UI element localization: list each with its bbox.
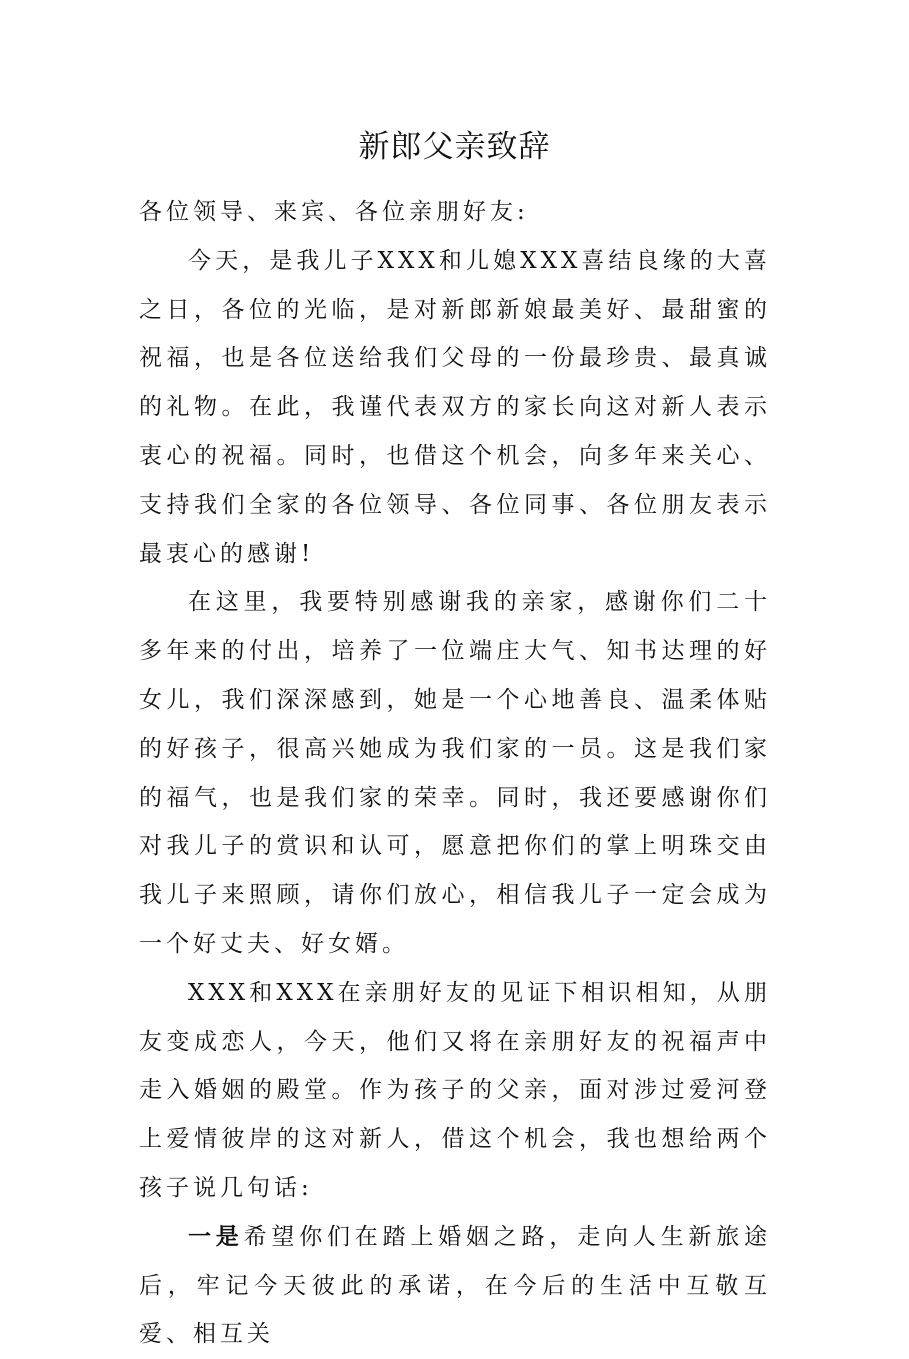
- point-one-text: 希望你们在踏上婚姻之路，走向人生新旅途后，牢记今天彼此的承诺，在今后的生活中互敬互爱、相互关: [139, 1223, 772, 1348]
- paragraph-3: XXX和XXX在亲朋好友的见证下相识相知，从朋友变成恋人，今天，他们又将在亲朋好友的祝福声中走入婚姻的殿堂。作为孩子的父亲，面对涉过爱河登上爱情彼岸的这对新人，借这个机会，我也想给两个孩子说几句话:: [139, 979, 771, 1201]
- point-one-lead: 一是: [188, 1223, 244, 1250]
- salutation: 各位领导、来宾、各位亲朋好友:: [139, 199, 529, 225]
- paragraph-2: 在这里，我要特别感谢我的亲家，感谢你们二十多年来的付出，培养了一位端庄大气、知书达理的好女儿，我们深深感到，她是一个心地善良、温柔体贴的好孩子，很高兴她成为我们家的一员。这是我们家的福气，也是我们家的荣幸。同时，我还要感谢你们对我儿子的赏识和认可，愿意把你们的掌上明珠交由我儿子来照顾，请你们放心，相信我儿子一定会成为一个好丈夫、好女婿。: [139, 589, 771, 957]
- document-title: 新郎父亲致辞: [358, 129, 551, 165]
- document-body: [139, 188, 771, 1359]
- paragraph-1: 今天，是我儿子XXX和儿媳XXX喜结良缘的大喜之日，各位的光临，是对新郎新娘最美好、最甜蜜的祝福，也是各位送给我们父母的一份最珍贵、最真诚的礼物。在此，我谨代表双方的家长向这对新人表示衷心的祝福。同时，也借这个机会，向多年来关心、支持我们全家的各位领导、各位同事、各位朋友表示最衷心的感谢!: [139, 247, 771, 567]
